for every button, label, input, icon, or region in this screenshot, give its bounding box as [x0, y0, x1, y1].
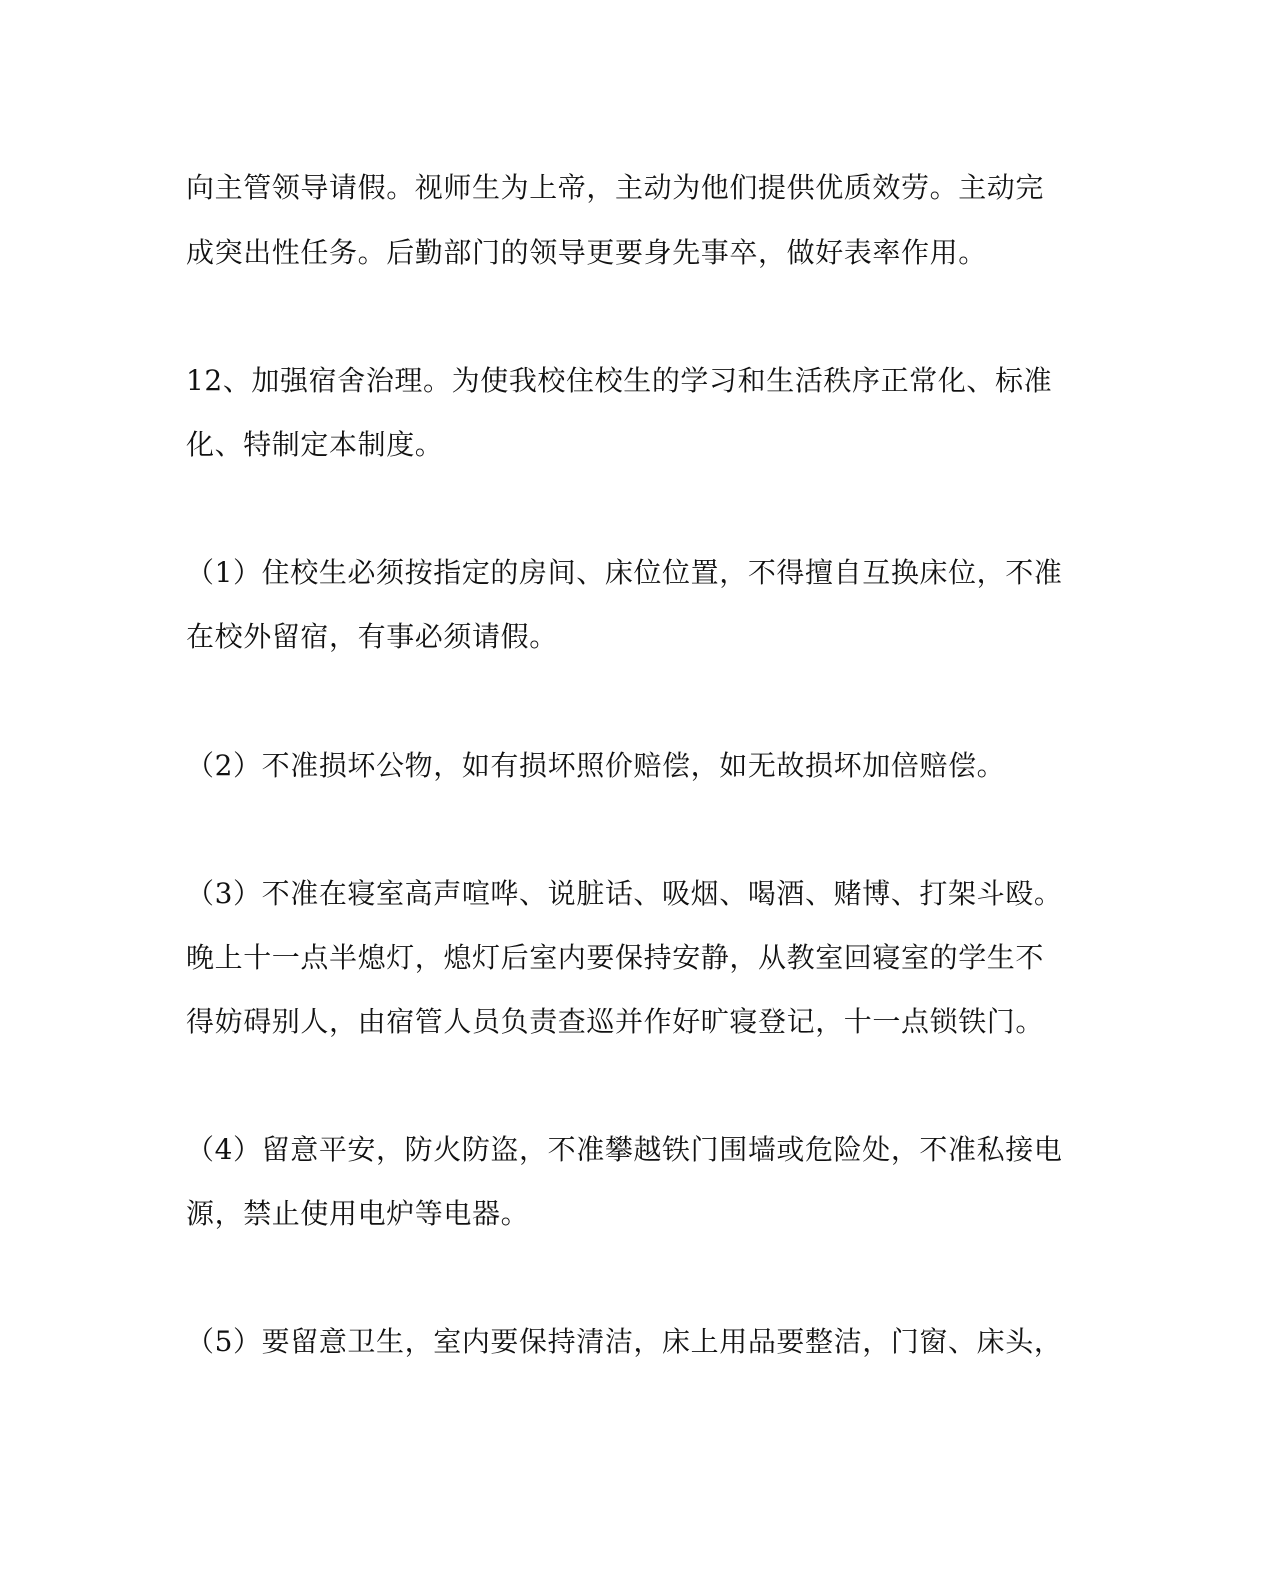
text-line: （2）不准损坏公物，如有损坏照价赔偿，如无故损坏加倍赔偿。	[186, 749, 1006, 782]
text-line: 在校外留宿，有事必须请假。	[186, 620, 558, 653]
text-line: 得妨碍别人，由宿管人员负责查巡并作好旷寝登记，十一点锁铁门。	[186, 1005, 1045, 1038]
text-line: 成突出性任务。后勤部门的领导更要身先事卒，做好表率作用。	[186, 236, 987, 269]
text-line: 化、特制定本制度。	[186, 428, 444, 461]
text-line: 晚上十一点半熄灯，熄灯后室内要保持安静，从教室回寝室的学生不	[186, 941, 1045, 974]
text-line: 向主管领导请假。视师生为上帝，主动为他们提供优质效劳。主动完	[186, 171, 1045, 204]
text-line: 12、加强宿舍治理。为使我校住校生的学习和生活秩序正常化、标准	[186, 364, 1053, 397]
text-line: （4）留意平安，防火防盗，不准攀越铁门围墙或危险处，不准私接电	[186, 1133, 1063, 1166]
text-line: （3）不准在寝室高声喧哗、说脏话、吸烟、喝酒、赌博、打架斗殴。	[186, 877, 1063, 910]
text-line: 源，禁止使用电炉等电器。	[186, 1197, 530, 1230]
text-line: （1）住校生必须按指定的房间、床位位置，不得擅自互换床位，不准	[186, 556, 1063, 589]
text-line: （5）要留意卫生，室内要保持清洁，床上用品要整洁，门窗、床头，	[186, 1325, 1063, 1358]
